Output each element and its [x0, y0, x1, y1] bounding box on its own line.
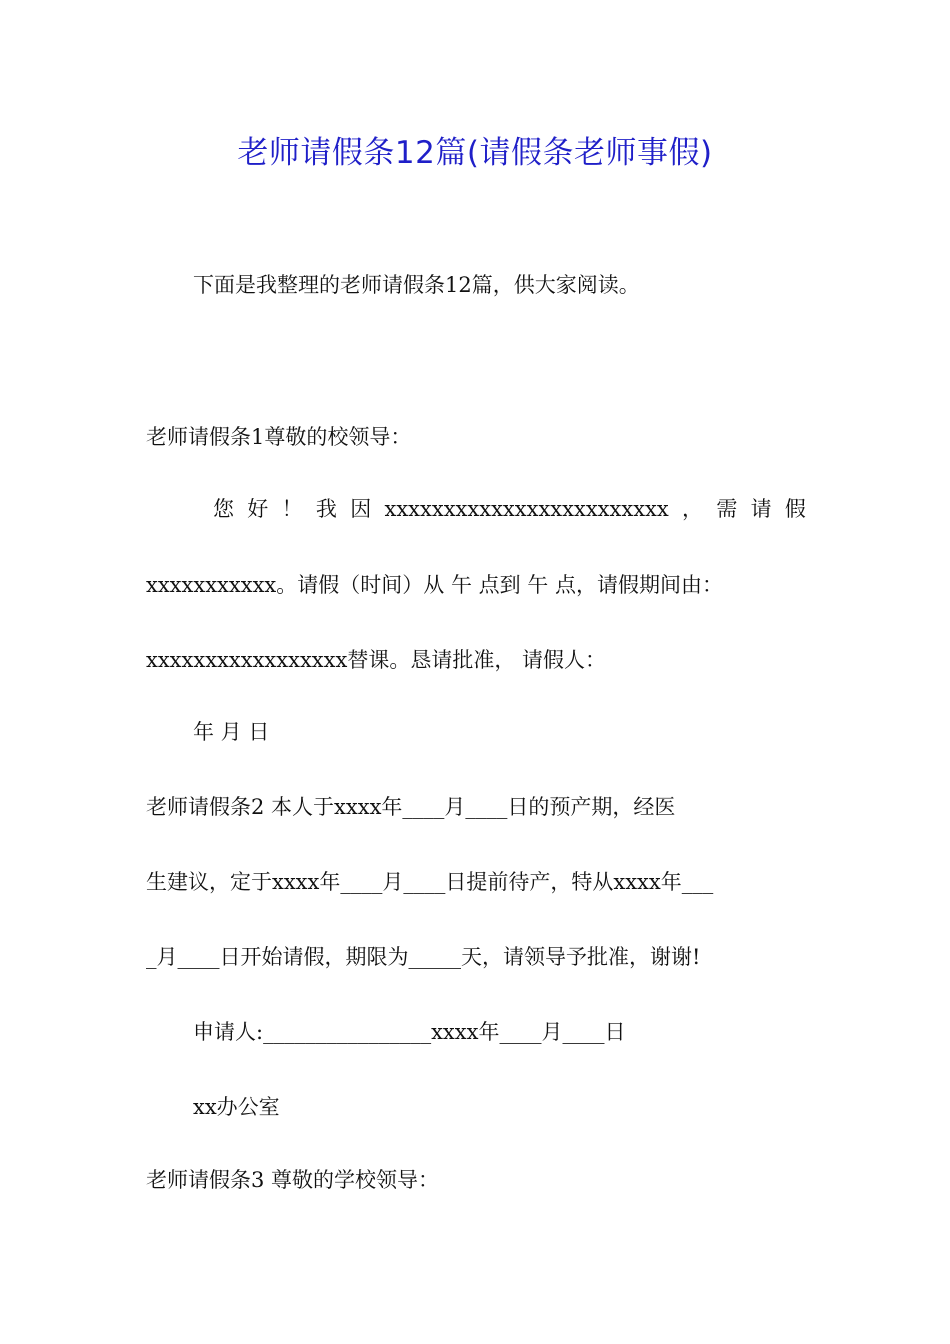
note3-heading: 老师请假条3 尊敬的学校领导： — [146, 1168, 440, 1192]
note1-line3: xxxxxxxxxxxxxxxxx替课。恳请批准， 请假人： — [146, 648, 607, 672]
note1-line2: xxxxxxxxxxx。请假（时间）从 午 点到 午 点，请假期间由： — [146, 573, 723, 597]
note2-line2: 生建议，定于xxxx年____月____日提前待产，特从xxxx年___ — [146, 870, 714, 894]
note1-line1 — [213, 493, 806, 525]
note1-word: ， — [682, 497, 704, 521]
note2-line3: _月____日开始请假，期限为_____天，请领导予批准，谢谢! — [146, 945, 701, 969]
note1-word: 好 — [247, 497, 269, 521]
note2-office-line: xx办公室 — [193, 1095, 280, 1119]
note1-word: 需 — [716, 497, 738, 521]
note1-heading: 老师请假条1尊敬的校领导： — [146, 425, 412, 449]
note1-word: 请 — [750, 497, 772, 521]
note1-word: 假 — [784, 497, 806, 521]
note1-word: 因 — [350, 497, 372, 521]
note1-word: ！ — [281, 497, 303, 521]
intro-paragraph: 下面是我整理的老师请假条12篇，供大家阅读。 — [193, 273, 640, 297]
page-title: 老师请假条12篇(请假条老师事假) — [237, 135, 713, 171]
note1-word: xxxxxxxxxxxxxxxxxxxxxxxx — [384, 497, 669, 521]
note1-word: 您 — [213, 497, 234, 521]
note1-date-line: 年 月 日 — [193, 720, 270, 744]
note1-word: 我 — [315, 497, 337, 521]
note2-line1: 老师请假条2 本人于xxxx年____月____日的预产期，经医 — [146, 795, 676, 819]
note2-applicant-line: 申请人:________________xxxx年____月____日 — [193, 1020, 626, 1044]
